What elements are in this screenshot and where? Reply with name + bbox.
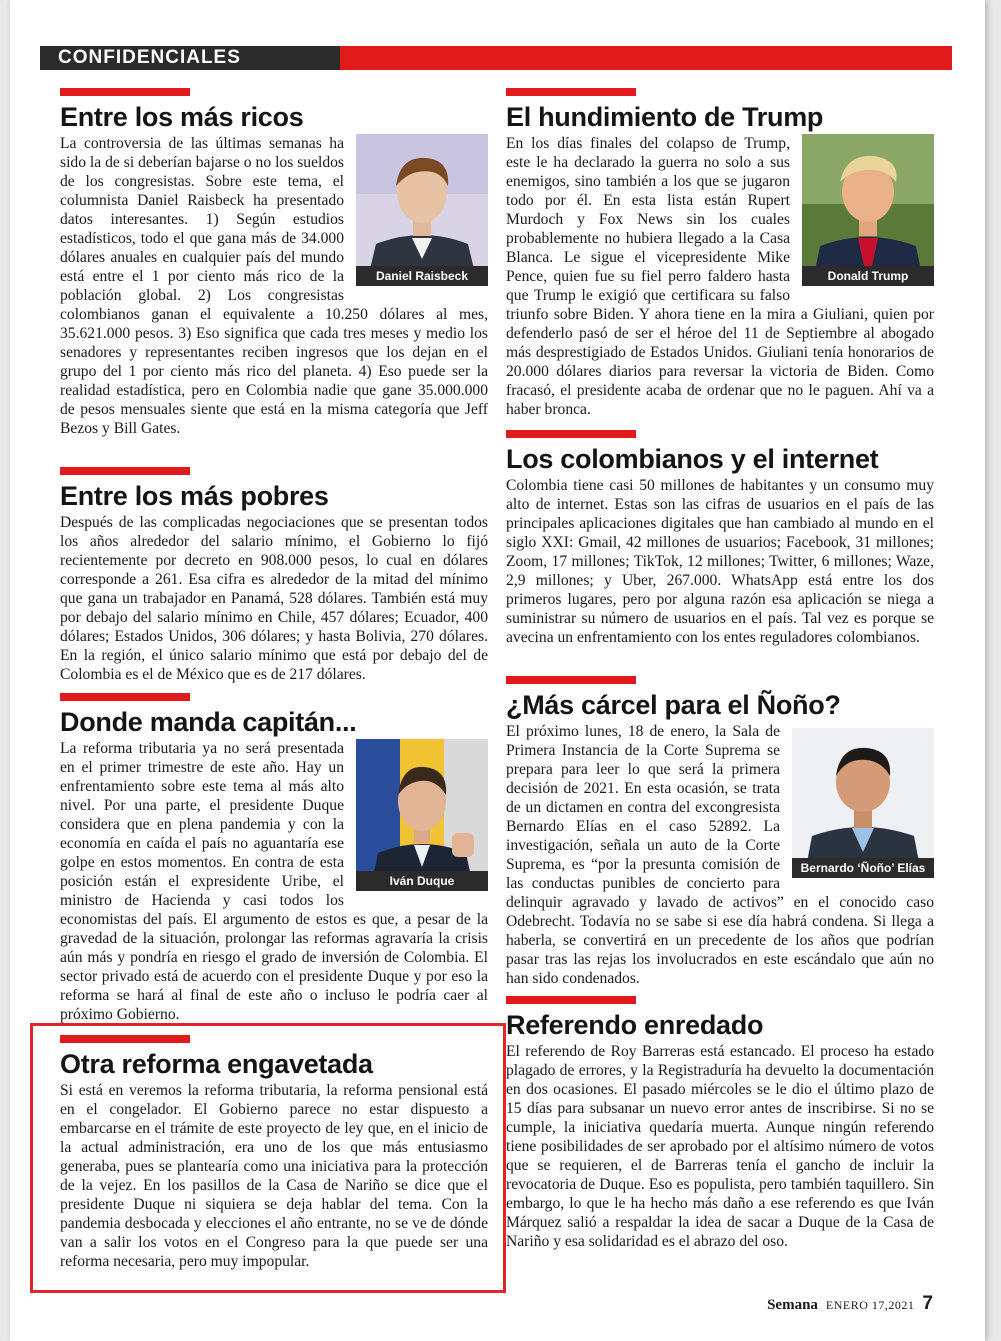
section-red-bar bbox=[340, 46, 952, 70]
portrait-image bbox=[356, 134, 488, 286]
photo-caption: Iván Duque bbox=[356, 871, 488, 891]
article-body: La controversia de las últimas semanas ha sido la de si deberían bajarse o no los sueldos de los congresistas. Sobre este tema, el columnista Daniel Raisbeck ha presentado datos interesantes. 1) Según estudios estadísticos, todo el que gana más de 34.000 dólares anuales en cualquier país del mundo está entre el 1 por ciento más rico de la población global. 2) Los congresistas colombianos ganan el equivalente a 10.250 dólares al mes, 35.621.000 pesos. 3) Eso significa que cada tres meses y medio los senadores y representantes reciben ingresos que los dejan en el grupo del 1 por ciento más rico del planeta. 4) Eso puede ser la realidad estadística, pero en Colombia nadie que gane 35.000.000 de pesos mensuales siente que está en la misma categoría que Jeff Bezos y Bill Gates. bbox=[60, 135, 488, 437]
article-nono bbox=[506, 676, 934, 988]
article-title: ¿Más cárcel para el Ñoño? bbox=[506, 690, 841, 720]
article-body: El próximo lunes, 18 de enero, la Sala de Primera Instancia de la Corte Suprema se prepara para leer lo que será la primera decisión de 2021. En esta ocasión, se trata de un dictamen en contra del excongresista Bernardo Elías en el caso 52892. La investigación, señala un auto de la Corte Suprema, es “por la presunta comisión de las conductas punibles de concierto para delinquir agravado y lavado de activos” en el conocido caso Odebrecht. Todavía no se sabe si ese día habrá condena. Si llega a haberla, se convertirá en un precedente de los años que podrían pasar tras las rejas los involucrados en este escándalo que aún no han sido condenados. bbox=[506, 723, 934, 987]
section-title: CONFIDENCIALES bbox=[58, 47, 241, 68]
article-ricos bbox=[60, 88, 488, 438]
red-rule bbox=[60, 693, 190, 701]
red-rule bbox=[60, 467, 190, 475]
article-body: El referendo de Roy Barreras está estancado. El proceso ha estado plagado de errores, y la Registraduría ha devuelto la documentación en dos ocasiones. El pasado miércoles se le dio el último plazo de 15 días para subsanar un nuevo error antes de inscribirse. Si no se cumple, la iniciativa quedaría muerta. Aunque ningún referendo tiene posibilidades de ser aprobado por el altísimo número de votos que se requieren, el de Barreras tenía el gancho de incluir la revocatoria de Duque. Eso es populista, pero también taquillero. Sin embargo, lo que le ha hecho más daño a ese referendo es que Iván Márquez salió a respaldar la idea de sacar a Duque de la Casa de Nariño y esa solidaridad es el abrazo del oso. bbox=[506, 1043, 934, 1250]
red-rule bbox=[506, 676, 636, 684]
article-title: Los colombianos y el internet bbox=[506, 444, 879, 474]
page-number: 7 bbox=[922, 1293, 933, 1314]
article-pobres bbox=[60, 467, 488, 684]
photo-caption: Donald Trump bbox=[802, 266, 934, 286]
article-capitan bbox=[60, 693, 488, 1024]
photo-ivan-duque bbox=[356, 739, 488, 891]
article-title: Donde manda capitán... bbox=[60, 707, 357, 737]
article-body: Si está en veremos la reforma tributaria, la reforma pensional está en el congelador. El Gobierno parece no estar dispuesto a embarcarse en el trámite de este proyecto de ley que, en el inicio de la actual administración, era uno de los que más entusiasmo generaba, pues se plantearía como una iniciativa para la protección de la vejez. En los pasillos de la Casa de Nariño se dice que el presidente Duque ni siquiera se deja hablar del tema. Con la pandemia desbocada y elecciones el año entrante, no se ve de dónde van a salir los votos en el Congreso para la que puede ser una reforma necesaria, pero muy impopular. bbox=[60, 1082, 488, 1270]
article-internet bbox=[506, 430, 934, 647]
photo-bernardo-elias bbox=[792, 722, 934, 878]
article-title: El hundimiento de Trump bbox=[506, 102, 824, 132]
red-rule bbox=[506, 996, 636, 1004]
article-body: Colombia tiene casi 50 millones de habitantes y un consumo muy alto de internet. Estas son las cifras de usuarios en el país de las principales aplicaciones digitales que han cambiado al mundo en el siglo XXI: Gmail, 42 millones de usuarios; Facebook, 31 millones; Zoom, 17 millones; TikTok, 12 millones; Twitter, 6 millones; Waze, 2,9 millones; y Uber, 267.000. WhatsApp está entre los dos primeros lugares, pero por alguna razón esa aplicación se niega a suministrar su número de usuarios en el país. Tal vez es porque se avecina un enfrentamiento con los entes reguladores colombianos. bbox=[506, 477, 934, 646]
article-title: Entre los más pobres bbox=[60, 481, 329, 511]
article-referendo bbox=[506, 996, 934, 1251]
portrait-image bbox=[356, 739, 488, 891]
footer-brand: Semana bbox=[767, 1297, 818, 1313]
photo-caption: Daniel Raisbeck bbox=[356, 266, 488, 286]
portrait-image bbox=[802, 134, 934, 286]
footer-date: ENERO 17,2021 bbox=[825, 1298, 915, 1312]
article-body: Después de las complicadas negociaciones que se presentan todos los años alrededor del salario mínimo, el Gobierno lo fijó recientemente por decreto en 908.000 pesos, lo cual en dólares corresponde a 261. Esa cifra es alrededor de la mitad del mínimo que gana un trabajador en Panamá, 528 dólares. También está muy por debajo del salario mínimo en Chile, 457 dólares; Ecuador, 400 dólares; Estados Unidos, 306 dólares; y hasta Bolivia, 270 dólares. En la región, el único salario mínimo que está por debajo del de Colombia es el de México que es de 217 dólares. bbox=[60, 514, 488, 683]
article-trump bbox=[506, 88, 934, 419]
photo-caption: Bernardo ‘Ñoño’ Elías bbox=[792, 858, 934, 878]
red-rule bbox=[506, 430, 636, 438]
section-label-box bbox=[40, 46, 340, 70]
red-rule bbox=[60, 88, 190, 96]
portrait-image bbox=[792, 728, 934, 878]
section-header bbox=[40, 46, 952, 70]
article-body: La reforma tributaria ya no será presentada en el primer trimestre de este año. Hay un enfrentamiento sobre este tema al más alto nivel. Por una parte, el presidente Duque considera que en plena pandemia y con la economía en caída el país no aguantaría ese golpe en estos momentos. En contra de esta posición están el expresidente Uribe, el ministro de Hacienda y casi todos los economistas del país. El argumento de estos es que, a pesar de la gravedad de la situación, prolongar las reformas agravaría la crisis aún más y pondría en riesgo el grado de inversión de Colombia. El sector privado está de acuerdo con el presidente Duque y por eso la reforma se hará al final de este año o incluso le podría caer al próximo Gobierno. bbox=[60, 740, 488, 1023]
article-title: Entre los más ricos bbox=[60, 102, 304, 132]
article-body: En los días finales del colapso de Trump, este le ha declarado la guerra no solo a sus enemigos, sino también a los que se jugaron todo por él. En esta lista están Rupert Murdoch y Fox News sin los cuales probablemente no hubiera llegado a la Casa Blanca. Le sigue el vicepresidente Mike Pence, quien fue su fiel perro faldero hasta que Trump le exigió que certificara su falso triunfo sobre Biden. Y ahora tiene en la mira a Giuliani, quien por defenderlo pasó de ser el héroe del 11 de Septiembre al abogado más desprestigiado de Estados Unidos. Giuliani tenía honorarios de 20.000 dólares diarios para reversar la victoria de Biden. Como fracasó, el presidente acaba de ordenar que no le paguen. Ahí va a haber bronca. bbox=[506, 135, 934, 418]
red-rule bbox=[506, 88, 636, 96]
page-footer bbox=[767, 1293, 933, 1315]
photo-daniel-raisbeck bbox=[356, 134, 488, 286]
photo-donald-trump bbox=[802, 134, 934, 286]
article-title: Referendo enredado bbox=[506, 1010, 764, 1040]
article-title: Otra reforma engavetada bbox=[60, 1049, 373, 1079]
highlight-box bbox=[30, 1023, 506, 1293]
